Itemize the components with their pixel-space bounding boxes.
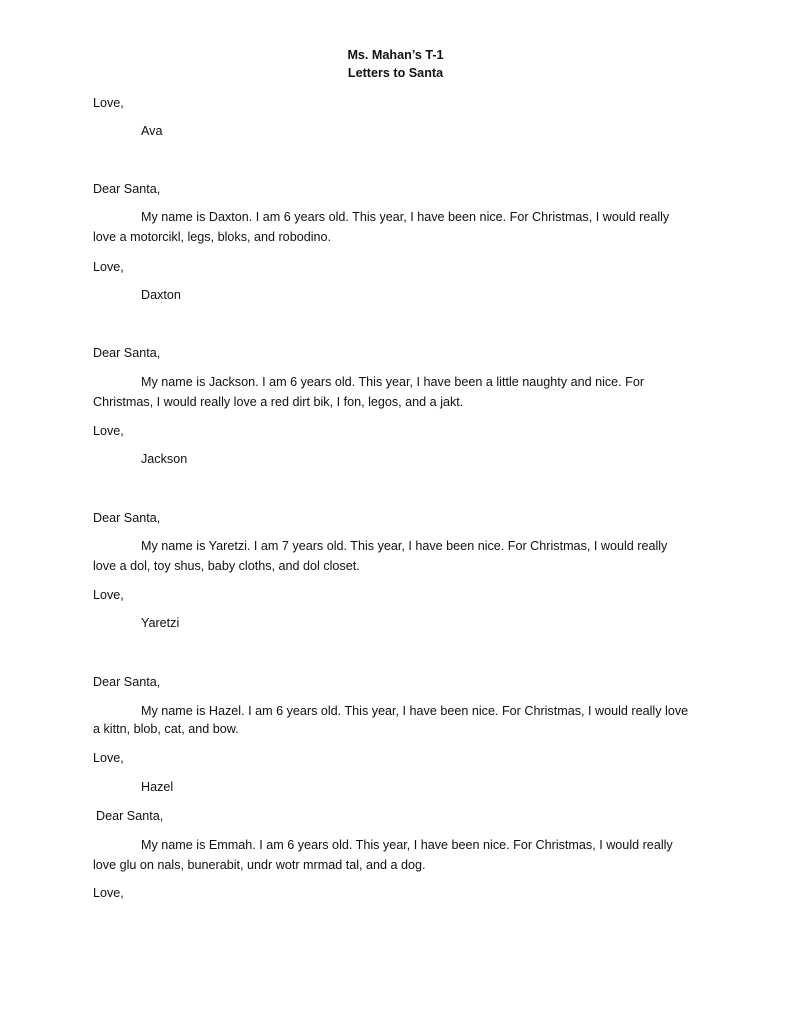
- letter-signature: Yaretzi: [141, 616, 180, 630]
- page-title: Ms. Mahan’s T-1: [347, 48, 444, 62]
- letter-signature: Hazel: [141, 780, 174, 794]
- letter-greeting: Dear Santa,: [93, 675, 161, 689]
- letter-body-line: love glu on nals, bunerabit, undr wotr mrmad tal, and a dog.: [93, 858, 426, 872]
- letter-greeting: Dear Santa,: [93, 182, 161, 196]
- letter-greeting: Dear Santa,: [93, 511, 161, 525]
- letter-closing: Love,: [93, 96, 124, 110]
- letter-body-line: My name is Emmah. I am 6 years old. This year, I have been nice. For Christmas, I would really: [141, 838, 673, 852]
- letter-closing: Love,: [93, 751, 124, 765]
- letter-body-line: Christmas, I would really love a red dirt bik, I fon, legos, and a jakt.: [93, 395, 464, 409]
- letter-greeting: Dear Santa,: [93, 346, 161, 360]
- letter-signature: Ava: [141, 124, 163, 138]
- letter-body-line: My name is Daxton. I am 6 years old. This year, I have been nice. For Christmas, I would really: [141, 210, 670, 224]
- letter-closing: Love,: [93, 424, 124, 438]
- letter-body-line: love a dol, toy shus, baby cloths, and dol closet.: [93, 559, 360, 573]
- letter-body-line: love a motorcikl, legs, bloks, and robodino.: [93, 230, 332, 244]
- letter-signature: Jackson: [141, 452, 188, 466]
- page-subtitle: Letters to Santa: [347, 66, 444, 80]
- letter-closing: Love,: [93, 588, 124, 602]
- letter-body-line: My name is Yaretzi. I am 7 years old. This year, I have been nice. For Christmas, I would really: [141, 539, 668, 553]
- letter-closing: Love,: [93, 260, 124, 274]
- letter-body-line: My name is Hazel. I am 6 years old. This year, I have been nice. For Christmas, I would really love: [141, 704, 689, 718]
- letter-body-line: a kittn, blob, cat, and bow.: [93, 722, 239, 736]
- letter-body-line: My name is Jackson. I am 6 years old. This year, I have been a little naughty and nice. For: [141, 375, 645, 389]
- letter-greeting: Dear Santa,: [96, 809, 164, 823]
- letter-closing: Love,: [93, 886, 124, 900]
- letter-signature: Daxton: [141, 288, 181, 302]
